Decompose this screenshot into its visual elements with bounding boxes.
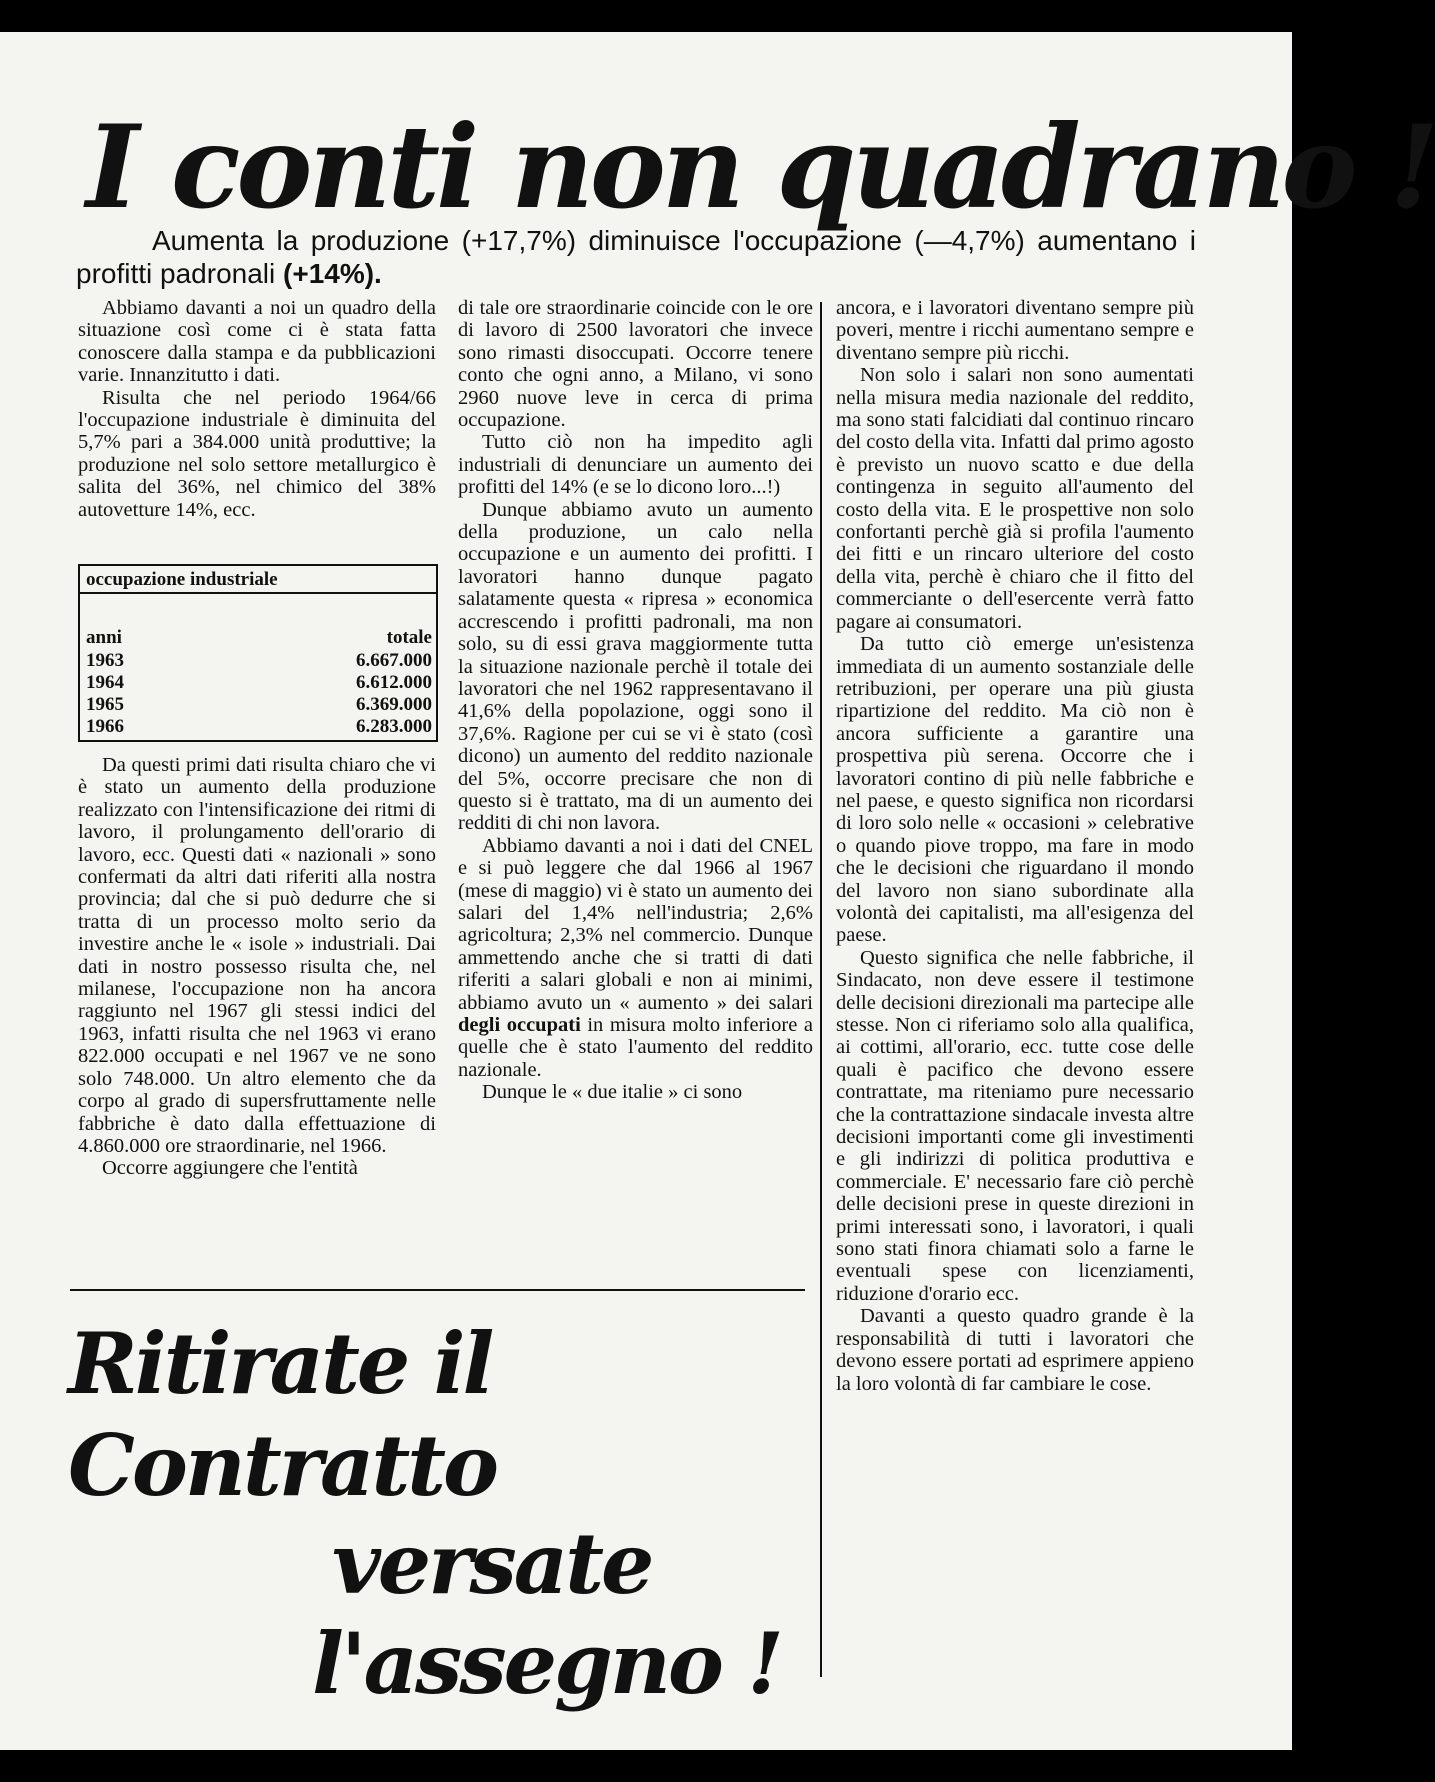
table-cell-total: 6.612.000 bbox=[356, 672, 432, 693]
table-title: occupazione industriale bbox=[86, 569, 278, 590]
article-column-1-bottom bbox=[78, 754, 436, 1180]
column-divider bbox=[820, 302, 822, 1677]
table-header-total: totale bbox=[386, 627, 432, 648]
employment-table bbox=[78, 564, 438, 742]
paragraph: Questo significa che nelle fabbriche, il Sindacato, non deve essere il testimone delle decisioni direzionali ma partecipe alle stesse. Non ci riferiamo solo alla qualifica, ai cottimi, all'orario, ecc. tutte cose delle quali è pacifico che devono essere contrattate, ma riteniamo pure necessario che la contrattazione sindacale investa altre decisioni importanti come gli investimenti e gli indirizzi di politica produttiva e commerciale. E' necessario fare ciò perchè delle decisioni prese in queste direzioni in primi interessati sono, i lavoratori, i quali sono stati finora chiamati solo a farne le eventuali spese con licenziamenti, riduzione d'orario ecc. bbox=[836, 946, 1194, 1305]
paragraph bbox=[458, 835, 813, 1081]
paragraph: Abbiamo davanti a noi un quadro della situazione così come ci è stata fatta conoscere dalla stampa e da pubblicazioni varie. Innanzitutto i dati. bbox=[78, 297, 436, 387]
paragraph: Non solo i salari non sono aumentati nella misura media nazionale del reddito, ma sono stati falcidiati dal continuo rincaro del costo della vita. Infatti dal primo agosto è previsto un nuovo scatto e due della contingenza in seguito all'aumento del costo della vita. E le prospettive non solo confortanti perchè già si profila l'aumento dei fitti e un rincaro ulteriore del costo della vita, perchè è chiaro che il fitto del commerciante o dell'esercente verrà fatto pagare ai consumatori. bbox=[836, 364, 1194, 633]
table-cell-total: 6.369.000 bbox=[356, 694, 432, 715]
paragraph: Da tutto ciò emerge un'esistenza immediata di un aumento sostanziale delle retribuzioni, per operare una più giusta ripartizione del reddito. Ma ciò non è ancora sufficiente a garantire una prospettiva più serena. Occorre che i lavoratori contino di più nelle fabbriche e nel paese, e questo significa non ricordarsi di loro solo nelle « occasioni » celebrative o quando piove troppo, ma fare in modo che le decisioni che riguardano il mondo del lavoro non siano subordinate alla volontà dei capitalisti, ma all'esigenza del paese. bbox=[836, 633, 1194, 947]
table-cell-year: 1963 bbox=[86, 650, 124, 671]
article-column-1-top bbox=[78, 297, 436, 521]
subheadline-text: Aumenta la produzione (+17,7%) diminuisce l'occupazione (—4,7%) aumentano i profitti padronali bbox=[76, 225, 1196, 289]
paragraph-text: Abbiamo davanti a noi i dati del CNEL e si può leggere che dal 1966 al 1967 (mese di maggio) vi è stato un aumento dei salari del 1,4% nell'industria; 2,6% agricoltura; 2,3% nel commercio. Dunque ammettendo anche che si tratti di dati riferiti a salari globali e non ai minimi, abbiamo avuto un « aumento » dei salari bbox=[458, 834, 813, 1014]
table-row bbox=[86, 650, 432, 672]
section-divider bbox=[70, 1289, 805, 1291]
table-cell-total: 6.283.000 bbox=[356, 716, 432, 737]
table-body bbox=[86, 650, 432, 738]
subheadline bbox=[76, 224, 1196, 290]
paragraph: di tale ore straordinarie coincide con le ore di lavoro di 2500 lavoratori che invece sono rimasti disoccupati. Occorre tenere conto che ogni anno, a Milano, vi sono 2960 nuove leve in cerca di prima occupazione. bbox=[458, 297, 813, 432]
paragraph-text: in misura molto inferiore a quelle che è stato l'aumento del reddito nazionale. bbox=[458, 1014, 813, 1081]
paragraph: Risulta che nel periodo 1964/66 l'occupazione industriale è diminuita del 5,7% pari a 384.000 unità produttive; la produzione nel solo settore metallurgico è salita del 36%, nel chimico del 38% autovetture 14%, ecc. bbox=[78, 386, 436, 521]
table-header bbox=[86, 627, 432, 649]
headline: I conti non quadrano ! bbox=[86, 100, 1435, 234]
paragraph: Tutto ciò non ha impedito agli industriali di denunciare un aumento dei profitti del 14% (e se lo dicono loro...!) bbox=[458, 431, 813, 499]
table-row bbox=[86, 716, 432, 738]
paragraph: Dunque le « due italie » ci sono bbox=[482, 1081, 743, 1104]
table-cell-year: 1964 bbox=[86, 672, 124, 693]
subheadline-profit: (+14%). bbox=[283, 258, 382, 289]
table-row bbox=[86, 694, 432, 716]
emphasis-text: degli occupati bbox=[458, 1014, 581, 1036]
table-divider bbox=[80, 592, 436, 594]
table-cell-year: 1966 bbox=[86, 716, 124, 737]
table-cell-total: 6.667.000 bbox=[356, 650, 432, 671]
slogan-line-2: Contratto bbox=[68, 1416, 497, 1515]
article-column-2 bbox=[458, 297, 813, 1104]
paragraph: ancora, e i lavoratori diventano sempre più poveri, mentre i ricchi aumentano sempre e diventano sempre più ricchi. bbox=[836, 297, 1194, 364]
slogan-line-4: l'assegno ! bbox=[312, 1614, 782, 1713]
paragraph: Da questi primi dati risulta chiaro che vi è stato un aumento della produzione realizzato con l'intensificazione dei ritmi di lavoro, il prolungamento dell'orario di lavoro, ecc. Questi dati « nazionali » sono confermati da altri dati riferiti alla nostra provincia; dal che si può dedurre che si tratta di un processo molto serio da investire anche le « isole » industriali. Dai dati in nostro possesso risulta che, nel milanese, l'occupazione non ha ancora raggiunto nel 1967 gli stessi indici del 1963, infatti risulta che nel 1963 vi erano 822.000 occupati e nel 1967 ve ne sono solo 748.000. Un altro elemento che da corpo al grado di supersfruttamente nelle fabbriche è dato dalla effettuazione di 4.860.000 ore straordinarie, nel 1966. bbox=[78, 754, 436, 1157]
paragraph: Davanti a questo quadro grande è la responsabilità di tutti i lavoratori che devono essere portati ad esprimere appieno la loro volontà di far cambiare le cose. bbox=[836, 1305, 1194, 1395]
slogan-line-1: Ritirate il bbox=[68, 1314, 492, 1413]
table-row bbox=[86, 672, 432, 694]
paragraph: Dunque abbiamo avuto un aumento della produzione, un calo nella occupazione e un aumento dei profitti. I lavoratori hanno dunque pagato salatamente questa « ripresa » economica accrescendo i profitti padronali, ma non solo, su di essi grava maggiormente tutta la situazione nazionale perchè il totale dei lavoratori che nel 1962 rappresentavano il 41,6% della popolazione, oggi sono il 37,6%. Ragione per cui se vi è stato (così dicono) un aumento del reddito nazionale del 5%, occorre precisare che non di questo si è trattato, ma di un aumento dei redditi di chi non lavora. bbox=[458, 498, 813, 835]
slogan-line-3: versate bbox=[332, 1514, 652, 1613]
paragraph: Occorre aggiungere che l'entità bbox=[102, 1157, 358, 1180]
article-column-3 bbox=[836, 297, 1194, 1395]
newspaper-page bbox=[0, 32, 1435, 1750]
table-header-year: anni bbox=[86, 627, 122, 648]
table-cell-year: 1965 bbox=[86, 694, 124, 715]
